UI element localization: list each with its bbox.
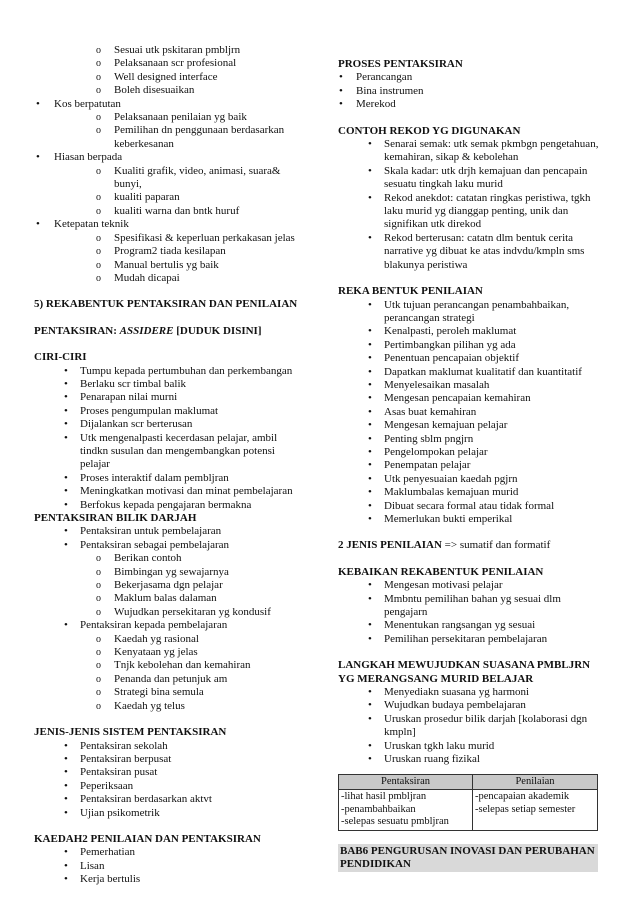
bullet-icon: • xyxy=(64,431,68,444)
circle-bullet-icon: o xyxy=(96,566,101,578)
list-item-text: Berikan contoh xyxy=(114,552,182,565)
criteria-group xyxy=(34,98,300,111)
list-item-text: Bina instrumen xyxy=(356,84,424,97)
list-item xyxy=(34,272,300,285)
list-item-text: Menentukan rangsangan yg sesuai xyxy=(384,619,536,632)
list-item xyxy=(34,191,300,204)
list-item xyxy=(34,807,300,820)
list-item xyxy=(34,205,300,218)
bullet-icon: • xyxy=(64,766,68,779)
bullet-icon: • xyxy=(368,513,372,525)
cell-line: -selepas setiap semester xyxy=(475,803,576,815)
list-item-text: Manual bertulis yg baik xyxy=(114,258,219,271)
list-item xyxy=(34,673,300,686)
list-item-text: Bimbingan yg sewajarnya xyxy=(114,565,229,578)
list-item-text: Sesuai utk pskitaran pmbljrn xyxy=(114,44,241,56)
list-item xyxy=(34,606,300,619)
circle-bullet-icon: o xyxy=(96,553,101,565)
table-cell xyxy=(473,790,598,831)
bullet-icon: • xyxy=(368,164,372,177)
list-item-text: Kualiti grafik, video, animasi, suara& bunyi, xyxy=(114,164,281,191)
circle-bullet-icon: o xyxy=(96,259,101,271)
kaedah-heading: KAEDAH2 PENILAIAN DAN PENTAKSIRAN xyxy=(34,832,261,845)
list-item-text: Merekod xyxy=(356,98,396,111)
list-item xyxy=(338,579,602,592)
list-item-text: Kerja bertulis xyxy=(80,873,141,886)
list-item xyxy=(34,566,300,579)
list-item xyxy=(34,391,300,404)
list-item-text: Pentaksiran sekolah xyxy=(80,739,168,752)
list-item-text: Pentaksiran pusat xyxy=(80,766,158,779)
pbd-list-cont xyxy=(34,619,300,632)
list-item xyxy=(34,485,300,498)
pbd-list xyxy=(34,525,300,552)
list-item xyxy=(34,646,300,659)
list-item xyxy=(34,71,300,84)
jenis-heading: JENIS-JENIS SISTEM PENTAKSIRAN xyxy=(34,726,227,739)
bullet-icon: • xyxy=(368,472,372,485)
list-item-text: Pentaksiran kepada pembelajaran xyxy=(80,619,228,632)
list-item-text: kualiti paparan xyxy=(114,191,180,204)
assidere-term: ASSIDERE xyxy=(119,324,174,337)
bullet-icon: • xyxy=(368,712,372,725)
list-item-text: Wujudkan budaya pembelajaran xyxy=(384,699,526,712)
bullet-icon: • xyxy=(64,619,68,632)
list-item xyxy=(338,753,602,766)
list-item xyxy=(338,366,602,379)
kebaikan-heading: KEBAIKAN REKABENTUK PENILAIAN xyxy=(338,565,544,578)
bullet-icon: • xyxy=(36,97,40,110)
list-item-text: kualiti warna dan bntk huruf xyxy=(114,204,240,217)
bullet-icon: • xyxy=(64,498,68,511)
list-item xyxy=(338,138,602,165)
list-item-text: Pentaksiran berpusat xyxy=(80,752,172,765)
circle-bullet-icon: o xyxy=(96,112,101,124)
list-item xyxy=(34,766,300,779)
list-item xyxy=(338,513,602,526)
bullet-icon: • xyxy=(368,392,372,405)
bullet-icon: • xyxy=(64,873,68,886)
table-header: Pentaksiran xyxy=(339,774,473,790)
list-item xyxy=(34,111,300,124)
bullet-icon: • xyxy=(368,325,372,338)
list-item-text: Strategi bina semula xyxy=(114,686,204,699)
list-item-text: Pemerhatian xyxy=(80,846,135,859)
criteria-group xyxy=(34,151,300,164)
list-item xyxy=(338,713,602,740)
list-item-text: Mengesan pencapaian kemahiran xyxy=(384,392,531,405)
list-item xyxy=(338,699,602,712)
bullet-icon: • xyxy=(64,793,68,806)
pentaksiran-suffix: [DUDUK DISINI] xyxy=(173,324,262,337)
ciri-heading: CIRI-CIRI xyxy=(34,351,87,364)
pentaksiran-heading xyxy=(34,325,300,338)
circle-bullet-icon: o xyxy=(96,606,101,618)
bullet-icon: • xyxy=(64,485,68,498)
bullet-icon: • xyxy=(64,377,68,390)
table-header: Penilaian xyxy=(473,774,598,790)
list-item-text: Pertimbangkan pilihan yg ada xyxy=(384,338,516,351)
bullet-icon: • xyxy=(368,486,372,499)
list-item-text: Rekod berterusan: catatn dlm bentuk cerita narrative yg dibuat ke atas indvdu/kmpln sms blakunya peristiwa xyxy=(384,231,585,271)
list-item xyxy=(338,419,602,432)
list-item xyxy=(34,740,300,753)
bullet-icon: • xyxy=(368,338,372,351)
dua-jenis-text: => sumatif dan formatif xyxy=(441,539,551,552)
pentaksiran-prefix: PENTAKSIRAN: xyxy=(34,324,120,337)
circle-bullet-icon: o xyxy=(96,45,101,56)
list-item-text: Maklum balas dalaman xyxy=(114,592,217,605)
list-item-text: Program2 tiada kesilapan xyxy=(114,245,226,258)
circle-bullet-icon: o xyxy=(96,232,101,244)
list-item-text: Pengelompokan pelajar xyxy=(384,445,488,458)
circle-bullet-icon: o xyxy=(96,633,101,645)
list-item xyxy=(34,873,300,886)
ciri-list xyxy=(34,365,300,512)
circle-bullet-icon: o xyxy=(96,272,101,284)
bullet-icon: • xyxy=(368,592,372,605)
list-item xyxy=(338,325,602,338)
list-item-text: Penempatan pelajar xyxy=(384,459,471,472)
reka-list xyxy=(338,299,602,527)
list-item xyxy=(338,433,602,446)
list-item-text: Uruskan prosedur bilik darjah [kolaborasi dgn kmpln] xyxy=(384,712,588,739)
bullet-icon: • xyxy=(368,699,372,712)
list-item xyxy=(34,245,300,258)
circle-bullet-icon: o xyxy=(96,85,101,97)
list-item xyxy=(34,98,300,111)
list-item-text: Mengesan motivasi pelajar xyxy=(384,579,503,592)
criteria-sub-list xyxy=(34,232,300,286)
list-item-text: Kaedah yg telus xyxy=(114,699,185,712)
list-item-text: Dapatkan maklumat kualitatif dan kuantitatif xyxy=(384,365,582,378)
circle-bullet-icon: o xyxy=(96,58,101,70)
list-item xyxy=(338,459,602,472)
kaedah-list xyxy=(34,846,300,886)
list-item-text: Pelaksanaan scr profesional xyxy=(114,57,237,70)
criteria-group xyxy=(34,218,300,231)
list-item xyxy=(34,418,300,431)
criteria-list xyxy=(34,98,300,286)
proses-heading: PROSES PENTAKSIRAN xyxy=(338,58,463,70)
list-item-text: Utk mengenalpasti kecerdasan pelajar, ambil tindkn susulan dan mengembangkan potensi pelajar xyxy=(80,431,278,471)
reka-heading: REKA BENTUK PENILAIAN xyxy=(338,285,483,298)
comparison-table xyxy=(338,774,598,831)
circle-bullet-icon: o xyxy=(96,125,101,137)
list-item-text: Utk penyesuaian kaedah pgjrn xyxy=(384,472,518,485)
bullet-icon: • xyxy=(64,364,68,377)
list-item-text: Penanda dan petunjuk am xyxy=(114,672,228,685)
list-item-text: Mengesan kemajuan pelajar xyxy=(384,419,508,432)
list-item-text: Dibuat secara formal atau tidak formal xyxy=(384,499,555,512)
bullet-icon: • xyxy=(64,739,68,752)
list-item-text: Pentaksiran berdasarkan aktvt xyxy=(80,793,212,806)
list-item xyxy=(34,780,300,793)
list-item-text: Mudah dicapai xyxy=(114,271,180,284)
list-item-text: Tumpu kepada pertumbuhan dan perkembangan xyxy=(80,364,293,377)
list-item-text: Penting sblm pngjrn xyxy=(384,432,474,445)
list-item xyxy=(34,860,300,873)
table-cell xyxy=(339,790,473,831)
list-item xyxy=(34,525,300,538)
list-item xyxy=(34,472,300,485)
list-item xyxy=(34,44,300,57)
list-item-text: Boleh disesuaikan xyxy=(114,84,195,97)
bullet-icon: • xyxy=(368,365,372,378)
circle-bullet-icon: o xyxy=(96,700,101,712)
list-item-text: Dijalankan scr berterusan xyxy=(80,418,193,431)
list-item xyxy=(34,365,300,378)
list-item xyxy=(338,232,602,272)
list-item xyxy=(34,619,300,632)
bullet-icon: • xyxy=(368,191,372,204)
bullet-icon: • xyxy=(36,151,40,164)
list-item-text: Menyelesaikan masalah xyxy=(384,378,490,391)
list-item-text: Perancangan xyxy=(356,71,413,84)
bullet-icon: • xyxy=(64,391,68,404)
bullet-icon: • xyxy=(368,499,372,512)
list-item xyxy=(34,659,300,672)
pbd-item2-sub-list xyxy=(34,552,300,619)
bullet-icon: • xyxy=(339,84,343,97)
list-item xyxy=(34,633,300,646)
list-item-text: Ujian psikometrik xyxy=(80,806,160,819)
list-item xyxy=(338,392,602,405)
list-item xyxy=(338,686,602,699)
bullet-icon: • xyxy=(368,405,372,418)
list-item-text: Bekerjasama dgn pelajar xyxy=(114,579,223,592)
list-item xyxy=(34,552,300,565)
list-item-text: Peperiksaan xyxy=(80,779,134,792)
bullet-icon: • xyxy=(368,378,372,391)
langkah-heading: LANGKAH MEWUJUDKAN SUASANA PMBLJRN YG MERANGSANG MURID BELAJAR xyxy=(338,659,591,685)
dua-jenis-label: 2 JENIS PENILAIAN xyxy=(338,539,442,552)
bullet-icon: • xyxy=(368,739,372,752)
langkah-list xyxy=(338,686,602,766)
bullet-icon: • xyxy=(368,459,372,472)
bullet-icon: • xyxy=(64,779,68,792)
list-item xyxy=(338,352,602,365)
list-item-text: Well designed interface xyxy=(114,70,218,83)
bullet-icon: • xyxy=(368,445,372,458)
proses-list xyxy=(338,71,602,111)
list-item-text: Ketepatan teknik xyxy=(54,218,129,231)
bullet-icon: • xyxy=(64,525,68,538)
section5-heading: 5) REKABENTUK PENTAKSIRAN DAN PENILAIAN xyxy=(34,298,298,311)
list-item-text: Kaedah yg rasional xyxy=(114,632,199,645)
list-item-text: Lisan xyxy=(80,859,105,872)
criteria-sub-list xyxy=(34,111,300,151)
list-item-text: Uruskan ruang fizikal xyxy=(384,753,480,766)
bullet-icon: • xyxy=(64,752,68,765)
list-item xyxy=(34,753,300,766)
list-item xyxy=(34,700,300,713)
list-item xyxy=(34,499,300,512)
bullet-icon: • xyxy=(368,619,372,632)
circle-bullet-icon: o xyxy=(96,660,101,672)
list-item xyxy=(338,299,602,326)
jenis-list xyxy=(34,740,300,820)
bullet-icon: • xyxy=(368,231,372,244)
bullet-icon: • xyxy=(368,432,372,445)
circle-bullet-icon: o xyxy=(96,593,101,605)
list-item xyxy=(338,339,602,352)
bullet-icon: • xyxy=(64,859,68,872)
list-item xyxy=(34,793,300,806)
list-item-text: Hiasan berpada xyxy=(54,151,123,164)
list-item xyxy=(338,593,602,620)
list-item-text: Wujudkan persekitaran yg kondusif xyxy=(114,605,271,618)
list-item-text: Rekod anekdot: catatan ringkas peristiwa, tgkh laku murid yg dianggap penting, unik dan signifikan utk direkod xyxy=(384,191,591,231)
list-item xyxy=(338,192,602,232)
list-item xyxy=(34,539,300,552)
circle-bullet-icon: o xyxy=(96,71,101,83)
list-item-text: Kenyataan yg jelas xyxy=(114,646,198,659)
circle-bullet-icon: o xyxy=(96,580,101,592)
list-item xyxy=(34,592,300,605)
bullet-icon: • xyxy=(368,352,372,365)
cell-line: -lihat hasil pmbljran xyxy=(341,791,427,802)
list-item xyxy=(34,151,300,164)
list-item xyxy=(34,232,300,245)
list-item-text: Maklumbalas kemajuan murid xyxy=(384,486,519,499)
list-item-text: Pentaksiran untuk pembelajaran xyxy=(80,525,222,538)
list-item-text: Berlaku scr timbal balik xyxy=(80,377,186,390)
list-item xyxy=(34,432,300,472)
list-item xyxy=(338,406,602,419)
kebaikan-list xyxy=(338,579,602,646)
list-item-text: Proses interaktif dalam pembljran xyxy=(80,471,229,484)
bullet-icon: • xyxy=(368,753,372,766)
cell-line: -penambahbaikan xyxy=(341,803,416,815)
bullet-icon: • xyxy=(339,71,343,84)
list-item xyxy=(34,259,300,272)
dua-jenis-line xyxy=(338,539,602,552)
list-item xyxy=(338,740,602,753)
list-item xyxy=(338,473,602,486)
chapter-heading: BAB6 PENGURUSAN INOVASI DAN PERUBAHAN PENDIDIKAN xyxy=(338,844,598,873)
bullet-icon: • xyxy=(64,404,68,417)
list-item-text: Meningkatkan motivasi dan minat pembelajaran xyxy=(80,485,293,498)
circle-bullet-icon: o xyxy=(96,673,101,685)
list-item-text: Senarai semak: utk semak pkmbgn pengetahuan, kemahiran, sikap & kebolehan xyxy=(384,138,599,164)
circle-bullet-icon: o xyxy=(96,192,101,204)
list-item xyxy=(34,846,300,859)
list-item-text: Menyediakn suasana yg harmoni xyxy=(384,686,530,699)
bullet-icon: • xyxy=(64,418,68,431)
circle-bullet-icon: o xyxy=(96,687,101,699)
bullet-icon: • xyxy=(368,579,372,592)
list-item-text: Kenalpasti, peroleh maklumat xyxy=(384,325,517,338)
bullet-icon: • xyxy=(36,218,40,231)
bullet-icon: • xyxy=(64,538,68,551)
list-item-text: Pelaksanaan penilaian yg baik xyxy=(114,111,247,124)
list-item-text: Asas buat kemahiran xyxy=(384,405,477,418)
circle-bullet-icon: o xyxy=(96,205,101,217)
pbd-heading: PENTAKSIRAN BILIK DARJAH xyxy=(34,512,197,524)
bullet-icon: • xyxy=(368,686,372,699)
list-item xyxy=(34,686,300,699)
list-item xyxy=(34,57,300,70)
list-item-text: Pentaksiran sebagai pembelajaran xyxy=(80,538,230,551)
list-item-text: Uruskan tgkh laku murid xyxy=(384,739,495,752)
circle-bullet-icon: o xyxy=(96,647,101,659)
list-item-text: Skala kadar: utk drjh kemajuan dan pencapain sesuatu tingkah laku murid xyxy=(384,164,588,191)
bullet-icon: • xyxy=(368,298,372,311)
cell-line: -pencapaian akademik xyxy=(475,791,570,802)
bullet-icon: • xyxy=(368,632,372,645)
list-item xyxy=(338,619,602,632)
list-item xyxy=(338,71,602,84)
list-item xyxy=(34,218,300,231)
list-item xyxy=(34,124,300,151)
list-item xyxy=(338,85,602,98)
bullet-icon: • xyxy=(64,846,68,859)
list-item-text: Berfokus kepada pengajaran bermakna xyxy=(80,498,252,511)
list-item-text: Pemilihan persekitaran pembelajaran xyxy=(384,632,548,645)
list-item xyxy=(338,446,602,459)
list-item xyxy=(338,633,602,646)
bullet-icon: • xyxy=(64,471,68,484)
top-sub-list xyxy=(34,44,300,98)
list-item xyxy=(338,98,602,111)
list-item-text: Memerlukan bukti emperikal xyxy=(384,513,513,525)
list-item xyxy=(338,379,602,392)
list-item-text: Utk tujuan perancangan penambahbaikan, perancangan strategi xyxy=(384,298,570,324)
circle-bullet-icon: o xyxy=(96,246,101,258)
left-column xyxy=(34,44,300,887)
list-item-text: Kos berpatutan xyxy=(54,97,121,110)
list-item-text: Spesifikasi & keperluan perkakasan jelas xyxy=(114,231,295,244)
list-item xyxy=(338,165,602,192)
criteria-sub-list xyxy=(34,165,300,219)
contoh-list xyxy=(338,138,602,272)
bullet-icon: • xyxy=(339,98,343,111)
list-item xyxy=(34,165,300,192)
bullet-icon: • xyxy=(368,419,372,432)
bullet-icon: • xyxy=(368,138,372,151)
contoh-heading: CONTOH REKOD YG DIGUNAKAN xyxy=(338,124,521,137)
list-item-text: Mmbntu pemilihan bahan yg sesuai dlm pengajarn xyxy=(384,592,561,619)
right-column xyxy=(338,58,602,872)
list-item-text: Proses pengumpulan maklumat xyxy=(80,404,219,417)
list-item xyxy=(338,500,602,513)
list-item xyxy=(34,579,300,592)
list-item xyxy=(34,378,300,391)
list-item xyxy=(34,84,300,97)
cell-line: -selepas sesuatu pmbljran xyxy=(341,816,449,827)
list-item-text: Penentuan pencapaian objektif xyxy=(384,352,520,365)
list-item-text: Penarapan nilai murni xyxy=(80,391,178,404)
list-item-text: Tnjk kebolehan dan kemahiran xyxy=(114,659,251,672)
list-item xyxy=(338,486,602,499)
list-item xyxy=(34,405,300,418)
pbd-item3-sub-list xyxy=(34,633,300,713)
circle-bullet-icon: o xyxy=(96,165,101,177)
list-item-text: Pemilihan dn penggunaan berdasarkan keberkesanan xyxy=(114,124,285,150)
bullet-icon: • xyxy=(64,806,68,819)
